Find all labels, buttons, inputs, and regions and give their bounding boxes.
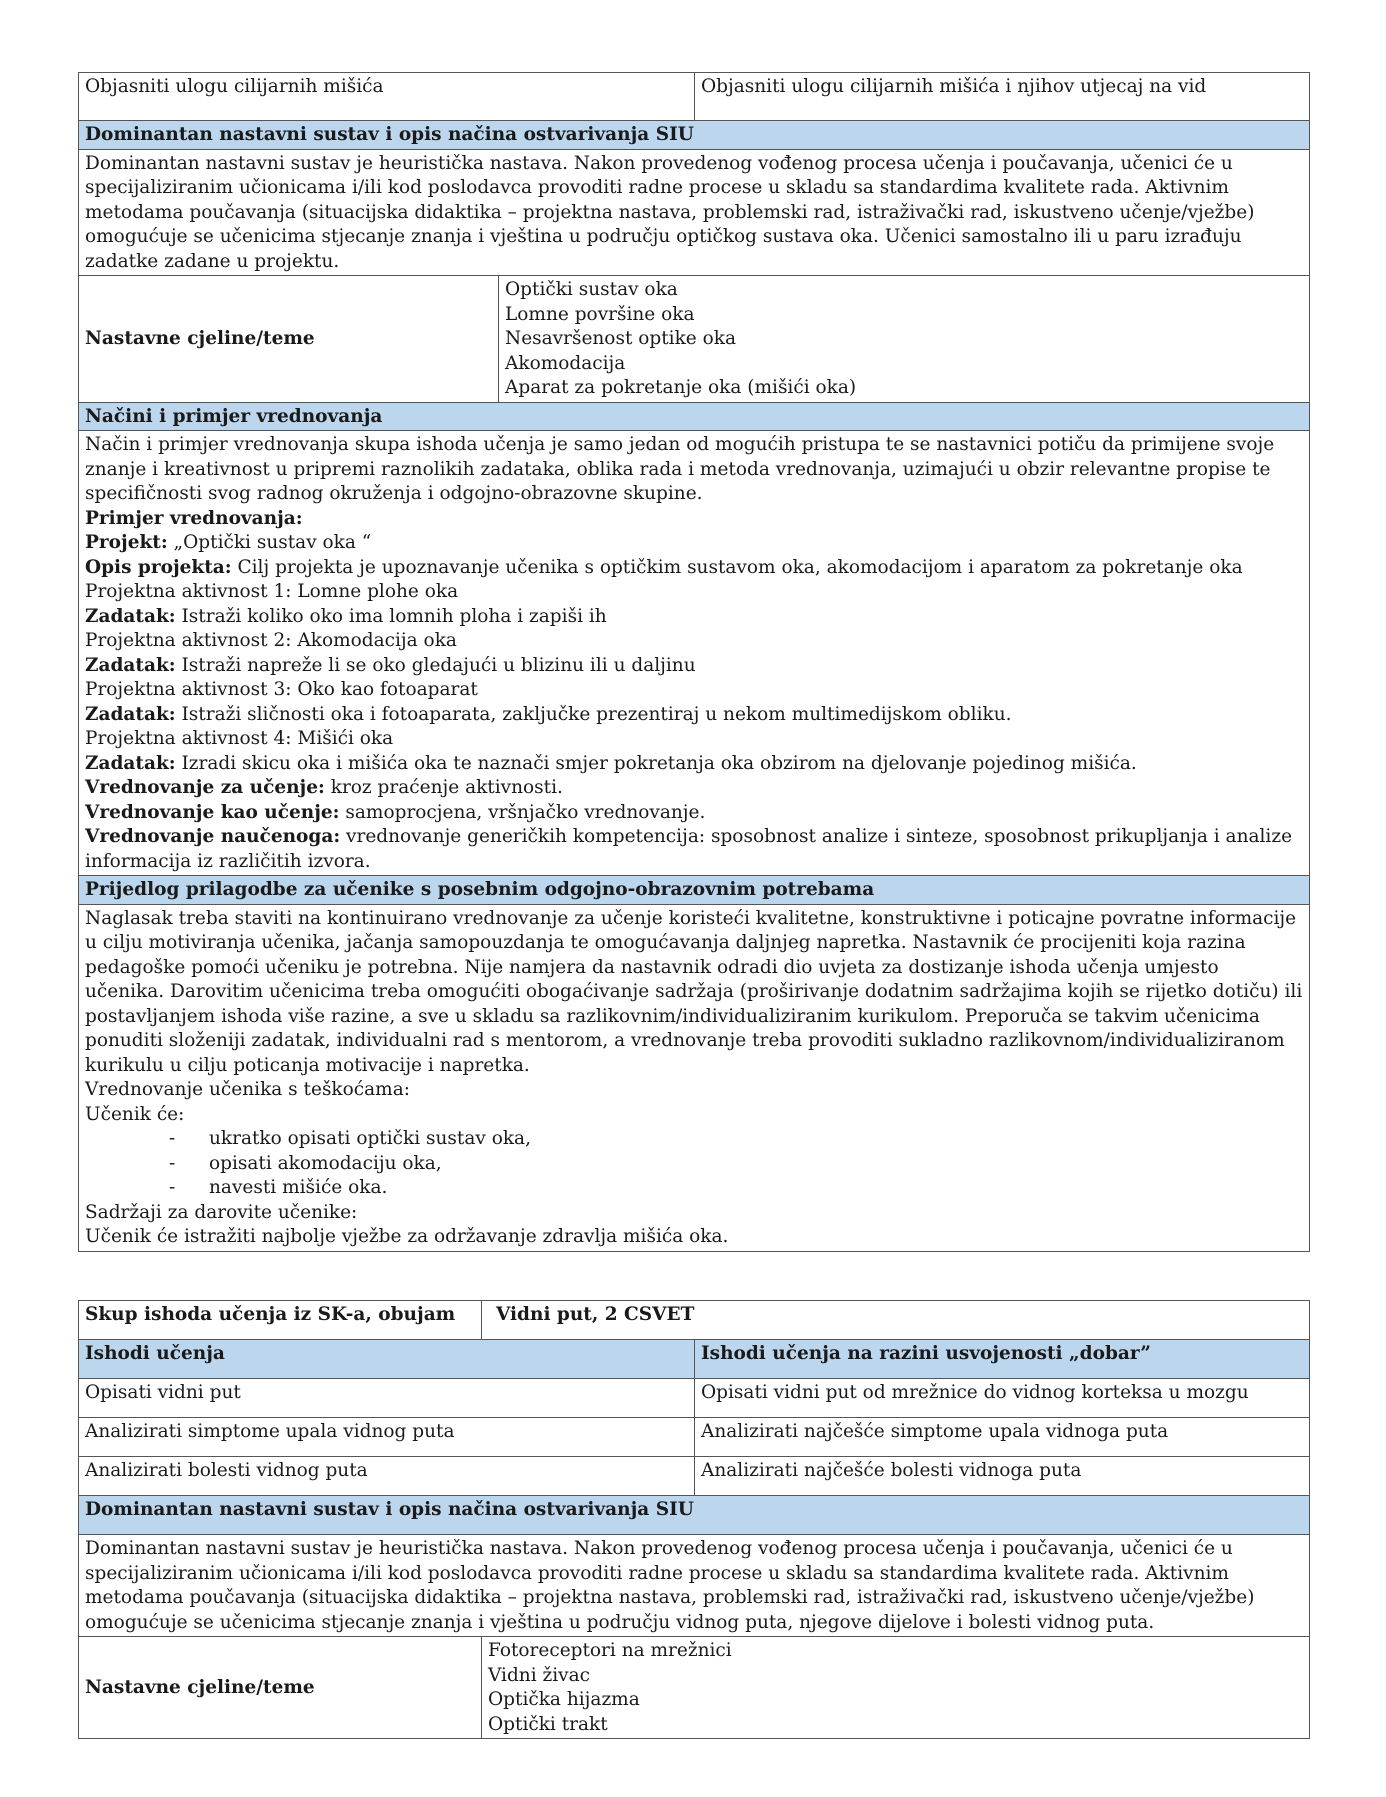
dominant-text: Dominantan nastavni sustav je heuristička nastava. Nakon provedenog vođenog procesa učenja i poučavanja, učenici će u specijaliziranim učionicama i/ili kod poslodavca provoditi radne procese u skladu sa standardima kvalitete rada. Aktivnim metodama poučavanja (situacijska didaktika – projektna nastava, problemski rad, istraživački rad, iskustveno učenje/vježbe) omogućuje se učenicima stjecanje znanja i vještina u području vidnog puta, njegove dijelove i bolesti vidnog puta. [79,1535,1310,1637]
project-desc-value: Cilj projekta je upoznavanje učenika s optičkim sustavom oka, akomodacijom i aparatom za pokretanje oka [231,556,1243,578]
outcome-left: Analizirati bolesti vidnog puta [79,1457,695,1496]
student-list-text: ukratko opisati optički sustav oka, [209,1128,531,1149]
eval-as-value: samoprocjena, vršnjačko vrednovanje. [339,801,706,823]
outcome-right: Analizirati najčešće bolesti vidnoga puta [695,1457,1310,1496]
curriculum-table-2 [78,1300,1310,1739]
set-value: Vidni put, 2 CSVET [482,1301,1310,1340]
eval-of-line [85,825,1303,874]
set-row [79,1301,1310,1340]
topic-item: Akomodacija [505,352,626,374]
outcomes-header-row [79,1340,1310,1379]
topics-row [79,276,1310,403]
eval-of-value: vrednovanje generičkih kompetencija: sposobnost analize i sinteze, sposobnost prikupljanja i analize informacija iz različitih izvora. [85,826,1293,872]
objective-row [79,73,1310,121]
topics-label: Nastavne cjeline/teme [79,1637,482,1739]
topic-item: Nesavršenost optike oka [505,328,737,349]
topic-item: Optički trakt [488,1713,608,1735]
adapt-header: Prijedlog prilagodbe za učenike s posebnim odgojno-obrazovnim potrebama [79,876,1310,905]
topics-list [482,1637,1310,1739]
adapt-text: Naglasak treba staviti na kontinuirano vrednovanje za učenje koristeći kvalitetne, konstruktivne i poticajne povratne informacije u cilju motiviranja učenika, jačanja samopouzdanja te omogućavanja daljnjeg napretka. Nastavnik će procijeniti koja razina pedagoške pomoći učeniku je potrebna. Nije namjera da nastavnik odradi dio uvjeta za dostizanje ishoda učenja umjesto učenika. Darovitim učenicima treba omogućiti obogaćivanje sadržaja (proširivanje dodatnim sadržajima kojih se rijetko dotiču) ili postavljanjem ishoda više razine, a sve u skladu sa razlikovnim/individualiziranim kurikulom. Preporuča se takvim učenicima ponuditi složeniji zadatak, individualni rad s mentorom, a vrednovanje treba provoditi sukladno razlikovnom/individualiziranom kurikulu u cilju poticanja motivacije i napretka. [85,907,1303,1076]
task-label: Zadatak: [85,752,176,774]
activity-task [85,703,1303,728]
activity-title: Projektna aktivnost 3: Oko kao fotoaparat [85,679,478,700]
activity-title: Projektna aktivnost 1: Lomne plohe oka [85,581,459,602]
outcome-row [79,1457,1310,1496]
outcome-right: Analizirati najčešće simptome upala vidnoga puta [695,1418,1310,1457]
set-label: Skup ishoda učenja iz SK-a, obujam [79,1301,482,1340]
objective-right-cell: Objasniti ulogu cilijarnih mišića i njihov utjecaj na vid [695,73,1310,121]
outcome-row [79,1379,1310,1418]
task-text: Istraži napreže li se oko gledajući u blizinu ili u daljinu [175,654,696,676]
dash-bullet: - [169,1152,176,1174]
outcome-right: Opisati vidni put od mrežnice do vidnog korteksa u mozgu [695,1379,1310,1418]
outcome-left: Analizirati simptome upala vidnog puta [79,1418,695,1457]
dominant-text-row [79,1535,1310,1637]
eval-body [79,431,1310,876]
adapt-body [79,904,1310,1251]
dominant-text-row [79,149,1310,276]
student-list-item [85,1176,1303,1201]
dash-bullet: - [169,1177,176,1198]
adapt-body-row [79,904,1310,1251]
task-text: Istraži sličnosti oka i fotoaparata, zaključke prezentiraj u nekom multimedijskom obliku. [175,703,1012,725]
student-list-text: opisati akomodaciju oka, [209,1152,442,1174]
task-text: Istraži koliko oko ima lomnih ploha i zapiši ih [175,605,607,627]
project-label: Projekt: [85,532,168,553]
eval-for-line [85,776,1303,801]
student-list-text: navesti mišiće oka. [209,1177,388,1198]
outcomes-header: Ishodi učenja [79,1340,695,1379]
adapt-header-row [79,876,1310,905]
activity-title: Projektna aktivnost 4: Mišići oka [85,728,394,749]
topic-item: Optički sustav oka [505,279,678,300]
dash-bullet: - [169,1128,176,1149]
curriculum-table-1 [78,72,1310,1252]
task-text: Izradi skicu oka i mišića oka te naznači smjer pokretanja oka obzirom na djelovanje pojedinog mišića. [175,752,1137,774]
project-value: „Optički sustav oka “ [167,532,372,553]
topic-item: Optička hijazma [488,1689,640,1710]
eval-for-label: Vrednovanje za učenje: [85,777,325,798]
dominant-header-row [79,1496,1310,1535]
topics-label: Nastavne cjeline/teme [79,276,499,403]
objective-left-cell: Objasniti ulogu cilijarnih mišića [79,73,695,121]
gifted-label: Sadržaji za darovite učenike: [85,1201,358,1223]
difficulty-label: Vrednovanje učenika s teškoćama: [85,1079,410,1100]
dominant-header-row [79,121,1310,150]
eval-header-row [79,402,1310,431]
task-label: Zadatak: [85,703,176,725]
eval-intro: Način i primjer vrednovanja skupa ishoda učenja je samo jedan od mogućih pristupa te se nastavnici potiču da primijene svoje znanje i kreativnost u pripremi raznolikih zadataka, oblika rada i metoda vrednovanja, uzimajući u obzir relevantne propise te specifičnosti svog radnog okruženja i odgojno-obrazovne skupine. [85,434,1275,504]
activity-task [85,605,1303,630]
topic-item: Fotoreceptori na mrežnici [488,1640,732,1661]
activity-title: Projektna aktivnost 2: Akomodacija oka [85,630,457,651]
outcome-row [79,1418,1310,1457]
gifted-text: Učenik će istražiti najbolje vježbe za održavanje zdravlja mišića oka. [85,1226,729,1247]
project-line [85,531,1303,556]
dominant-text: Dominantan nastavni sustav je heuristička nastava. Nakon provedenog vođenog procesa učenja i poučavanja, učenici će u specijaliziranim učionicama i/ili kod poslodavca provoditi radne procese u skladu sa standardima kvalitete rada. Aktivnim metodama poučavanja (situacijska didaktika – projektna nastava, problemski rad, istraživački rad, iskustveno učenje/vježbe) omogućuje se učenicima stjecanje znanja i vještina u području optičkog sustava oka. Učenici samostalno ili u paru izrađuju zadatke zadane u projektu. [79,149,1310,276]
activity-task [85,654,1303,679]
topics-list [499,276,1310,403]
topics-row [79,1637,1310,1739]
activity-task [85,752,1303,777]
task-label: Zadatak: [85,654,176,676]
eval-as-label: Vrednovanje kao učenje: [85,801,340,823]
outcomes-good-header: Ishodi učenja na razini usvojenosti „dobar” [695,1340,1310,1379]
topic-item: Vidni živac [488,1664,591,1686]
eval-header: Načini i primjer vrednovanja [79,402,1310,431]
eval-as-line [85,801,1303,826]
dominant-header: Dominantan nastavni sustav i opis načina ostvarivanja SIU [79,1496,1310,1535]
project-desc-label: Opis projekta: [85,556,232,578]
topic-item: Lomne površine oka [505,303,695,325]
student-list-item [85,1127,1303,1152]
project-desc-line [85,556,1303,581]
student-list-item [85,1152,1303,1177]
topic-item: Aparat za pokretanje oka (mišići oka) [505,377,857,398]
eval-of-label: Vrednovanje naučenoga: [85,826,341,847]
task-label: Zadatak: [85,605,176,627]
eval-body-row [79,431,1310,876]
student-will-label: Učenik će: [85,1103,185,1125]
outcome-left: Opisati vidni put [79,1379,695,1418]
dominant-header: Dominantan nastavni sustav i opis načina ostvarivanja SIU [79,121,1310,150]
eval-example-label: Primjer vrednovanja: [85,507,303,529]
eval-for-value: kroz praćenje aktivnosti. [324,777,563,798]
